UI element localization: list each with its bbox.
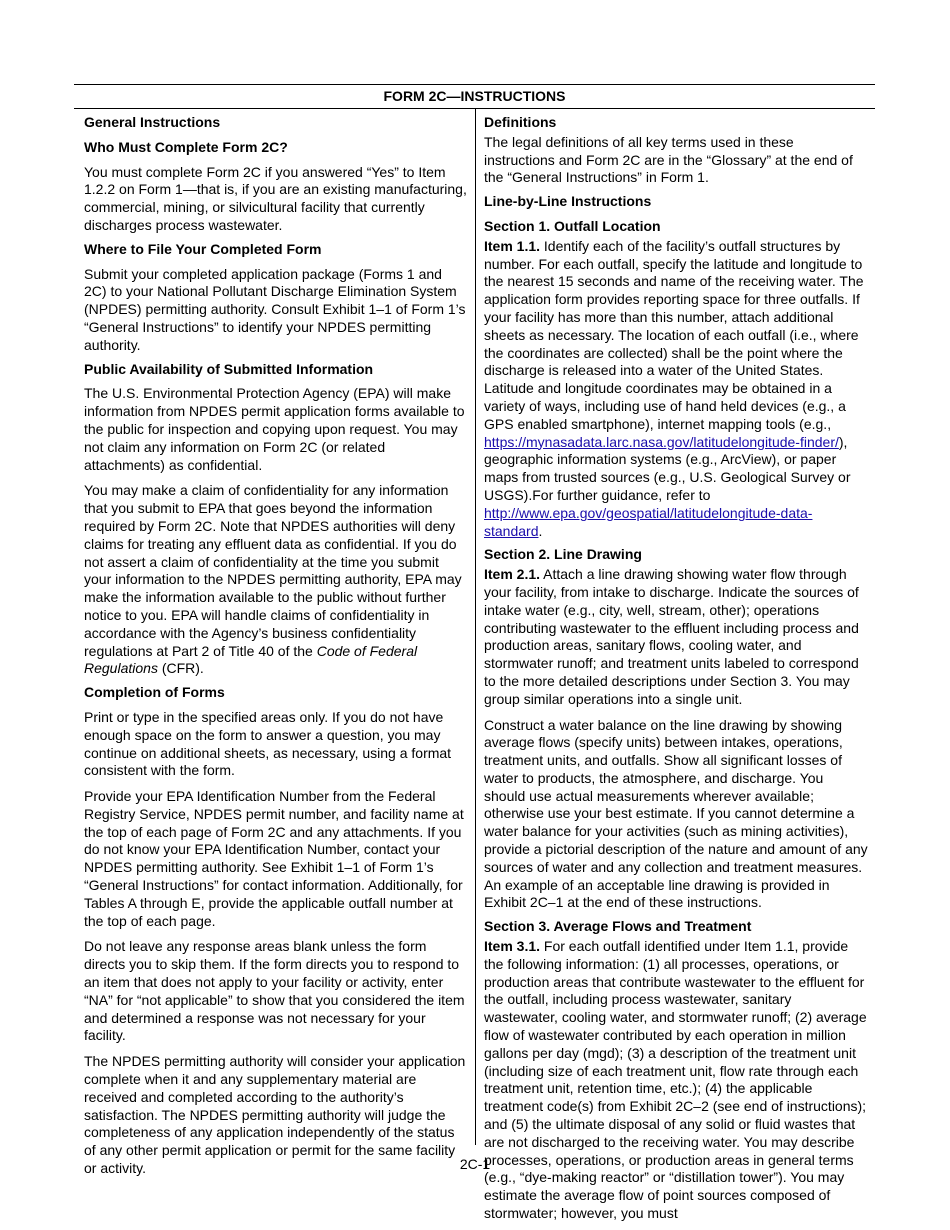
definitions-text: The legal definitions of all key terms used in these instructions and Form 2C are in the “Glossary” at the end of the “General Instructions” in Form 1. <box>484 133 853 186</box>
item-1-1-body-b: ), geographic information systems (e.g., ArcView), or paper maps from trusted sources (e.g., U.S. Geological Survey or USGS).For further guidance, refer to <box>484 433 851 503</box>
item-3-1-body: For each outfall identified under Item 1.1, provide the following information: (1) all processes, operations, or production areas that contribute wastewater to the effluent for the outfall, including process wastewater, sanitary wastewater, cooling water, and stormwater runoff; (2) average flow of wastewater contributed by each operation in million gallons per day (mgd); (3) a description of the treatment unit (including size of each treatment unit, flow rate through each treatment unit, retention time, etc.); (4) the applicable treatment code(s) from Exhibit 2C–2 (see end of instructions); and (5) the ultimate disposal of any solid or fluid wastes that are not discharged to the receiving water. You may describe processes, operations, or production areas in general terms (e.g., “dye-making reactor” or “distillation tower”). You may estimate the average flow of point sources composed of stormwater; however, you must <box>484 938 867 1222</box>
item-1-1-label: Item 1.1. <box>484 237 541 254</box>
left-column <box>84 108 468 1178</box>
item-2-1-label: Item 2.1. <box>484 566 541 583</box>
completion-text-3: Do not leave any response areas blank unless the form directs you to skip them. If the form directs you to respond to an item that does not apply to your facility or activity, enter “NA” for “not applicable” to show that you considered the item and determined a response was not necessary for your facility. <box>84 938 465 1044</box>
completion-of-forms-heading: Completion of Forms <box>84 684 225 701</box>
section-1-heading: Section 1. Outfall Location <box>484 217 661 234</box>
line-by-line-heading: Line-by-Line Instructions <box>484 193 652 210</box>
page-number: 2C-1 <box>459 1156 491 1172</box>
who-must-complete-text: You must complete Form 2C if you answered “Yes” to Item 1.2.2 on Form 1—that is, if you are an existing manufacturing, commercial, mining, or silvicultural facility that currently discharges process wastewater. <box>84 163 467 233</box>
where-to-file-heading: Where to File Your Completed Form <box>84 240 322 257</box>
column-divider <box>475 108 476 1145</box>
right-column <box>484 108 868 1223</box>
item-2-1-body: Attach a line drawing showing water flow through your facility, from intake to discharge. Indicate the sources of intake water (e.g., city, well, stream, other); operations contributing wastewater to the effluent including process and production areas, sanitary flows, cooling water, and stormwater runoff; and treatment units labeled to correspond to the more detailed descriptions under Section 3. You may group similar operations into a single unit. <box>484 566 859 707</box>
completion-text-4: The NPDES permitting authority will consider your application complete when it and any supplementary material are received and completed according to the authority’s satisfaction. The NPDES permitting authority will judge the completeness of any application independently of the status of any other permit application or permit for the same facility or activity. <box>84 1053 466 1177</box>
general-instructions-heading: General Instructions <box>84 114 221 130</box>
water-balance-text: Construct a water balance on the line drawing by showing average flows (specify units) between intakes, operations, treatment units, and outfalls. Show all significant losses of water to products, the atmosphere, and discharge. You should use actual measurements wherever available; otherwise use your best estimate. If you cannot determine a water balance for your activities (such as mining activities), provide a pictorial description of the nature and amount of any sources of water and any collection and treatment measures. An example of an acceptable line drawing is provided in Exhibit 2C–1 at the end of these instructions. <box>484 716 868 911</box>
item-3-1-label: Item 3.1. <box>484 938 541 955</box>
item-1-1-body-a: Identify each of the facility’s outfall structures by number. For each outfall, specify the latitude and longitude to the nearest 15 seconds and name of the receiving water. The application form provides reporting space for three outfalls. If your facility has more than this number, attach additional sheets as necessary. The location of each outfall (i.e., where the coordinates are collected) shall be the point where the discharge is released into a water of the United States. Latitude and longitude coordinates may be obtained in a variety of ways, including use of hand held devices (e.g., a GPS enabled smartphone), internet mapping tools (e.g., <box>484 237 864 432</box>
completion-text-1: Print or type in the specified areas only. If you do not have enough space on the form to answer a question, you may continue on additional sheets, as necessary, using a format consistent with the form. <box>84 708 452 779</box>
confidentiality-text: You may make a claim of confidentiality for any information that you submit to EPA that goes beyond the information required by Form 2C. Note that NPDES authorities will deny claims for treating any effluent data as confidential. If you do not assert a claim of confidentiality at the time you submit your information to the NPDES permitting authority, EPA may make the information available to the public without further notice to you. EPA will handle claims of confidentiality in accordance with the Agency’s business confidentiality regulations at Part 2 of Title 40 of the <box>84 482 462 659</box>
public-availability-text-1: The U.S. Environmental Protection Agency (EPA) will make information from NPDES permit application forms available to the public for inspection and copying upon request. You may not claim any information on Form 2C (or related attachments) as confidential. <box>84 385 465 473</box>
public-availability-heading: Public Availability of Submitted Information <box>84 360 374 377</box>
latlong-finder-link[interactable]: https://mynasadata.larc.nasa.gov/latitudelongitude-finder/ <box>484 433 839 450</box>
latlong-standard-link[interactable]: http://www.epa.gov/geospatial/latitudelongitude-data-standard <box>484 504 813 539</box>
item-1-1-text <box>484 238 868 541</box>
who-must-complete-heading: Who Must Complete Form 2C? <box>84 138 288 155</box>
item-1-1-body-c: . <box>538 522 543 539</box>
definitions-heading: Definitions <box>484 114 557 130</box>
completion-text-2: Provide your EPA Identification Number from the Federal Registry Service, NPDES permit number, and facility name at the top of each page of Form 2C and any attachments. If you do not know your EPA Identification Number, contact your NPDES permitting authority. See Exhibit 1–1 of Form 1’s “General Instructions” for contact information. Additionally, for Tables A through E, provide the applicable outfall number at the top of each page. <box>84 788 464 929</box>
cfr-abbrev: (CFR). <box>157 660 204 677</box>
where-to-file-text: Submit your completed application package (Forms 1 and 2C) to your National Pollutant Discharge Elimination System (NPDES) permitting authority. Consult Exhibit 1–1 of Form 1’s “General Instructions” to identify your NPDES permitting authority. <box>84 265 466 353</box>
page-title: FORM 2C—INSTRUCTIONS <box>74 84 875 109</box>
section-2-heading: Section 2. Line Drawing <box>484 546 642 563</box>
section-3-heading: Section 3. Average Flows and Treatment <box>484 918 752 935</box>
item-3-1-text <box>484 938 868 1223</box>
public-availability-text-2 <box>84 482 468 678</box>
cfr-title: Code of Federal Regulations <box>84 642 418 677</box>
item-2-1-text <box>484 566 868 708</box>
